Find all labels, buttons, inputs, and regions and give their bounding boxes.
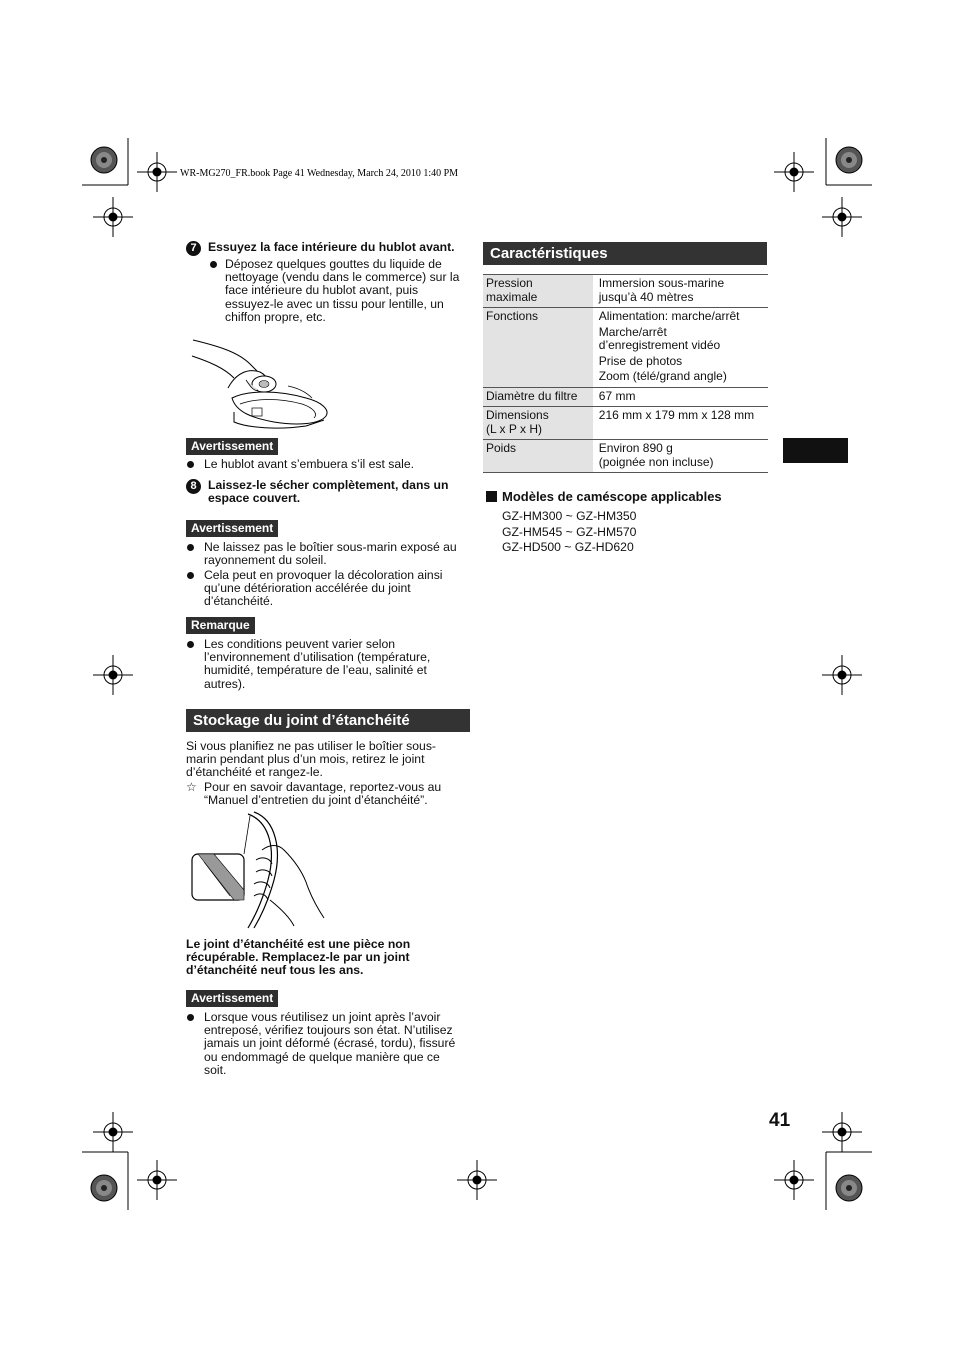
storage-section-heading: Stockage du joint d’étanchéité: [186, 709, 470, 732]
list-item: GZ-HM300 ~ GZ-HM350: [502, 509, 637, 523]
list-item: GZ-HD500 ~ GZ-HD620: [502, 540, 634, 554]
table-row: [483, 440, 768, 473]
seal-replacement-note: Le joint d’étanchéité est une pièce non récupérable. Remplacez-le par un joint d’étanchéité neuf tous les ans.: [186, 937, 411, 978]
bullet: [187, 641, 194, 648]
storage-reference: Pour en savoir davantage, reportez-vous au “Manuel d’entretien du joint d’étanchéité”.: [204, 780, 442, 808]
table-row: [483, 407, 768, 440]
spec-key: Poids: [483, 440, 593, 473]
spec-value: 216 mm x 179 mm x 128 mm: [593, 407, 768, 440]
list-item: GZ-HM545 ~ GZ-HM570: [502, 524, 637, 539]
spec-key: Diamètre du filtre: [483, 387, 593, 407]
section-thumb-tab: [783, 438, 848, 463]
specifications-heading: Caractéristiques: [483, 242, 767, 265]
spec-value: 67 mm: [593, 387, 768, 407]
bullet: [210, 261, 217, 268]
bullet: [187, 1014, 194, 1021]
models-heading: Modèles de caméscope applicables: [502, 489, 722, 504]
warning-label-1: Avertissement: [186, 438, 278, 455]
reference-mark-icon: ☆: [186, 780, 197, 794]
warning-1-text: Le hublot avant s’embuera s’il est sale.: [204, 457, 415, 471]
note-text: Les conditions peuvent varier selon l’environnement d’utilisation (température, humidité, température de l’eau, salinité et autres).: [204, 637, 431, 691]
specifications-table: [483, 274, 768, 473]
square-bullet-icon: [486, 491, 497, 502]
warning-label-2: Avertissement: [186, 520, 278, 537]
spec-key: Pression maximale: [483, 275, 593, 308]
warning-3-text: Lorsque vous réutilisez un joint après l’avoir entreposé, vérifiez toujours son état. N’utilisez jamais un joint déformé (écrasé, tordu), fissuré ou endommagé de quelque manière que ce soit.: [204, 1010, 456, 1077]
page-number: 41: [769, 1110, 791, 1131]
table-row: [483, 387, 768, 407]
step-8-title: Laissez-le sécher complètement, dans un espace couvert.: [208, 478, 449, 506]
step-7-title: Essuyez la face intérieure du hublot avant.: [208, 240, 455, 254]
note-label: Remarque: [186, 617, 255, 634]
warning-2-text-2: Cela peut en provoquer la décoloration ainsi qu’une détérioration accélérée du joint d’étanchéité.: [204, 568, 443, 609]
step-7-text: Déposez quelques gouttes du liquide de nettoyage (vendu dans le commerce) sur la face intérieure du hublot avant, puis essuyez-le avec un tissu pour lentille, un chiffon propre, etc.: [225, 257, 460, 324]
file-header-meta: WR-MG270_FR.book Page 41 Wednesday, March 24, 2010 1:40 PM: [180, 168, 459, 179]
illustration-wiping-housing: [188, 328, 338, 433]
bullet: [187, 572, 194, 579]
warning-label-3: Avertissement: [186, 990, 278, 1007]
table-row: [483, 275, 768, 308]
models-list: [502, 509, 636, 556]
step-8-marker: 8: [186, 479, 201, 494]
illustration-removing-seal: [190, 810, 330, 930]
spec-value: Environ 890 g (poignée non incluse): [593, 440, 768, 473]
bullet: [187, 461, 194, 468]
spec-value: Immersion sous-marine jusqu’à 40 mètres: [593, 275, 768, 308]
bullet: [187, 544, 194, 551]
spec-key: Dimensions (L x P x H): [483, 407, 593, 440]
storage-paragraph: Si vous planifiez ne pas utiliser le boîtier sous- marin pendant plus d’un mois, retirez le joint d’étanchéité et rangez-le.: [186, 739, 436, 780]
table-row: [483, 308, 768, 388]
spec-key: Fonctions: [483, 308, 593, 388]
warning-2-text-1: Ne laissez pas le boîtier sous-marin exposé au rayonnement du soleil.: [204, 540, 457, 568]
spec-value: Alimentation: marche/arrêt Marche/arrêt d’enregistrement vidéo Prise de photos Zoom (télé/grand angle): [593, 308, 768, 388]
step-7-marker: 7: [186, 241, 201, 256]
